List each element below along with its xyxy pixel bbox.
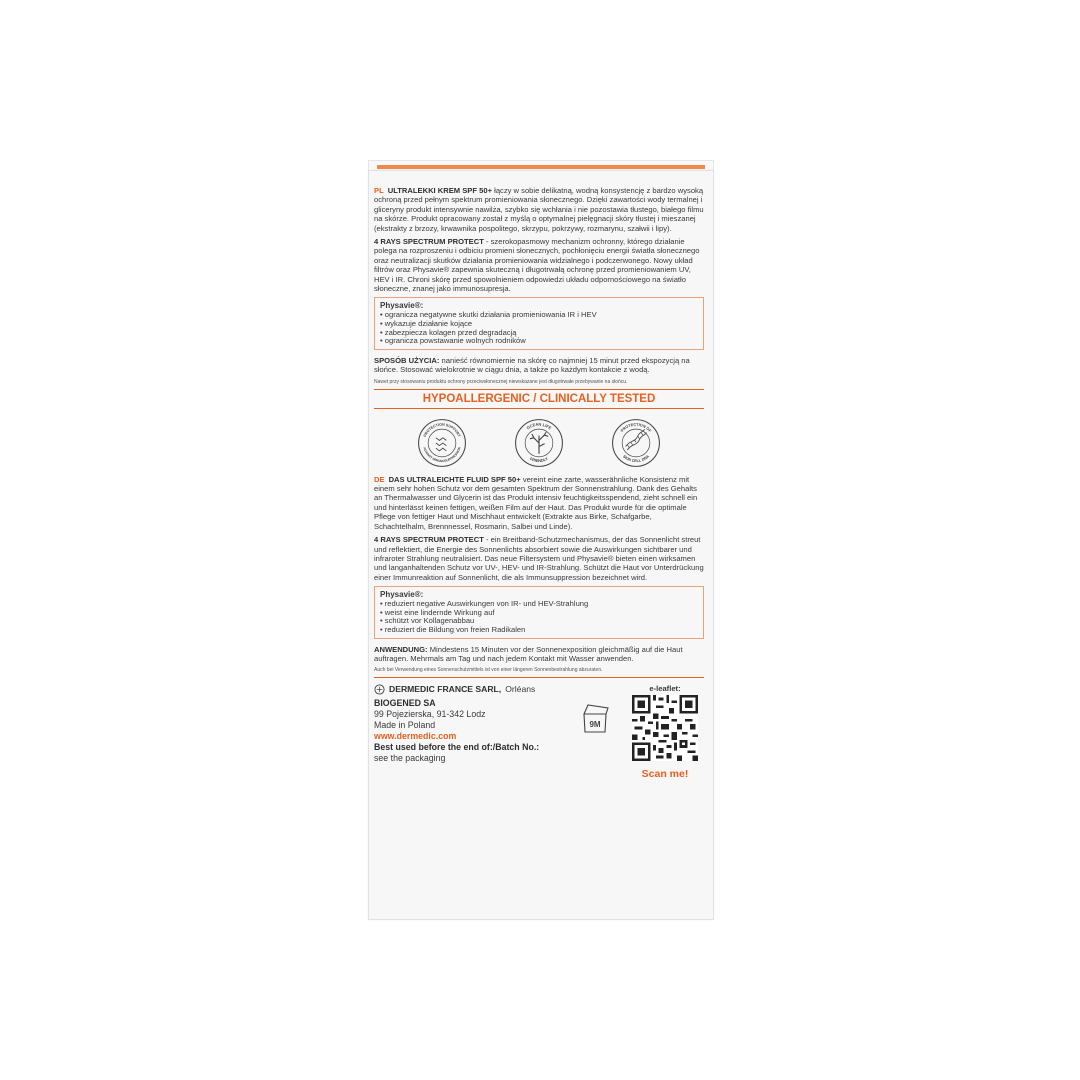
pl-usage-text: nanieść równomiernie na skórę co najmniej 15 minut przed ekspozycją na słońce. Stosować wielokrotnie w ciągu dnia, a także po każdym kontakcie z wodą. <box>374 355 690 375</box>
de-usage <box>374 645 704 664</box>
list-item: • schützt vor Kollagenabbau <box>380 617 698 626</box>
icon-top-label: PROTECTION OF <box>619 422 652 433</box>
company-address: 99 Pojezierska, 91-342 Lodz <box>374 709 486 720</box>
divider <box>374 677 704 678</box>
footer <box>374 684 704 780</box>
de-physavie-head: Physavie®: <box>380 590 424 600</box>
de-intro <box>374 475 704 531</box>
website-link: www.dermedic.com <box>374 731 457 742</box>
pl-product-title: ULTRALEKKI KREM SPF 50+ <box>387 186 493 195</box>
list-item: • weist eine lindernde Wirkung auf <box>380 609 698 618</box>
eleaflet-label: e-leaflet: <box>649 684 681 694</box>
icon-bottom-label: AGAINST IMMUNOSUPPRESSION <box>422 446 462 463</box>
icon-bottom-label: FRIENDLY <box>529 455 549 463</box>
list-item: • reduziert die Bildung von freien Radikalen <box>380 626 698 635</box>
claim-icons <box>374 415 704 475</box>
pl-usage <box>374 356 704 375</box>
company-name: BIOGENED SA <box>374 698 436 709</box>
list-item: • wykazuje działanie kojące <box>380 320 698 329</box>
de-note: Auch bei Verwendung eines Sonnenschutzmittels ist von einer längeren Sonnenbestrahlung abzuraten. <box>374 667 603 674</box>
list-item: • reduziert negative Auswirkungen von IR- und HEV-Strahlung <box>380 600 698 609</box>
icon-top-label: OCEAN LIFE <box>525 421 553 431</box>
eleaflet-block <box>626 684 704 780</box>
skin-cell-dna-icon <box>610 417 662 469</box>
de-rays <box>374 535 704 582</box>
list-item: • zabezpiecza kolagen przed degradacją <box>380 329 698 338</box>
see-packaging: see the packaging <box>374 753 446 764</box>
de-usage-text: Mindestens 15 Minuten vor der Sonnenexposition gleichmäßig auf die Haut auftragen. Mehrmals am Tag und nach jedem Kontakt mit Wasser anwenden. <box>374 644 683 663</box>
label-panel <box>374 186 704 780</box>
distributor-mark-icon <box>374 684 385 695</box>
scan-me-label: Scan me! <box>641 768 689 781</box>
pl-rays-text: - szerokopasmowy mechanizm ochronny, którego działanie polega na rozproszeniu i odbiciu promieni słonecznych, pochłonięciu energii światła słonecznego oraz neutralizacji skutków działania promieniowania widzialnego i podczerwonego. Nowy układ filtrów oraz Physavie® zapewnia skuteczną i długotrwałą ochronę przed promieniowaniem UV, HEV i IR. Chroni skórę przed spowolnieniem odpowiedzi układu odpornościowego na światło słoneczne, znanej jako immunosupresja. <box>374 237 700 294</box>
de-intro-text: vereint eine zarte, wasserähnliche Konsistenz mit einem sehr hohen Schutz vor dem gesamten Spektrum der Sonnenstrahlung. Dank des Gehalts an Thermalwasser und Glycerin ist das Produkt intensiv feuchtigkeitsspendend, zieht schnell ein und hinterlässt keinen fettigen, weißen Film auf der Haut. Das Produkt wurde für die optimale Pflege von fettiger Haut und Mischhaut entwickelt (Extrakte aus Birke, Schafgarbe, Schachtelhalm, Brennnessel, Rosmarin, Salbei und Linde). <box>374 474 698 531</box>
pl-intro-text: łączy w sobie delikatną, wodną konsystencję z bardzo wysoką ochroną przed pełnym spektrum promieniowania słonecznego. Dzięki zawartości wody termalnej i gliceryny produkt intensywnie nawilża, szybko się wchłania i nie pozostawia tłustego, białego filmu na skórze. Produkt opracowany został z myślą o optymalnej pielęgnacji skóry tłustej i mieszanej (ekstrakty z brzozy, krwawnika pospolitego, skrzypu, pokrzywy, rozmarynu, szałwii i lipy). <box>374 186 704 233</box>
de-physavie-box <box>374 586 704 638</box>
list-item: • ogranicza powstawanie wolnych rodników <box>380 337 698 346</box>
qr-code-icon <box>632 695 698 761</box>
svg-text:PROTECTION OF <box>620 422 652 433</box>
protection-support-icon <box>416 417 468 469</box>
distributor-line <box>374 684 539 695</box>
pl-usage-title: SPOSÓB UŻYCIA: <box>374 355 440 365</box>
best-before-label: Best used before the end of:/Batch No.: <box>374 742 540 753</box>
pl-rays-title: 4 RAYS SPECTRUM PROTECT <box>374 237 484 247</box>
distributor-name: DERMEDIC FRANCE SARL, <box>389 684 502 695</box>
pao-label: 9M <box>589 720 601 730</box>
manufacturer-info <box>374 684 539 780</box>
de-product-title: DAS ULTRALEICHTE FLUID SPF 50+ <box>388 474 521 484</box>
pl-lang-code: PL <box>374 186 384 195</box>
pl-physavie-head: Physavie®: <box>380 301 424 311</box>
pl-physavie-box <box>374 297 704 349</box>
icon-bottom-label: SKIN CELL DNA <box>621 454 650 463</box>
de-rays-text: - ein Breitband-Schutzmechanismus, der das Sonnenlicht streut und reflektiert, die Energie des Sonnenlichts absorbiert sowie die Auswirkungen sichtbarer und infraroter Strahlung neutralisiert. Das neue Filtersystem und Physavie® bieten einen wirksamen und langanhaltenden Schutz vor UV-, HEV- und IR-Strahlung. Schützt die Haut vor Unterdrückung einer Immunreaktion auf Sonnenlicht, die als Immunsuppression bezeichnet wird. <box>374 535 704 582</box>
ocean-life-friendly-icon <box>513 417 565 469</box>
made-in: Made in Poland <box>374 720 436 731</box>
icon-top-label: PROTECTION SUPPORT <box>423 422 462 438</box>
pl-rays <box>374 237 704 293</box>
de-rays-title: 4 RAYS SPECTRUM PROTECT <box>374 535 484 545</box>
distributor-city: Orléans <box>505 684 536 695</box>
pl-note: Nawet przy stosowaniu produktu ochrony przeciwsłonecznej niewskazane jest długotrwałe przebywanie na słońcu. <box>374 378 628 385</box>
svg-text:SKIN CELL DNA <box>622 454 650 463</box>
de-usage-title: ANWENDUNG: <box>374 644 428 654</box>
pl-intro <box>374 186 704 233</box>
de-lang-code: DE <box>374 474 385 484</box>
svg-text:PROTECTION SUPPORT <box>423 422 462 438</box>
list-item: • ogranicza negatywne skutki działania promieniowania IR i HEV <box>380 311 698 320</box>
pao-jar-icon <box>580 702 610 734</box>
claim-banner: HYPOALLERGENIC / CLINICALLY TESTED <box>374 389 704 409</box>
